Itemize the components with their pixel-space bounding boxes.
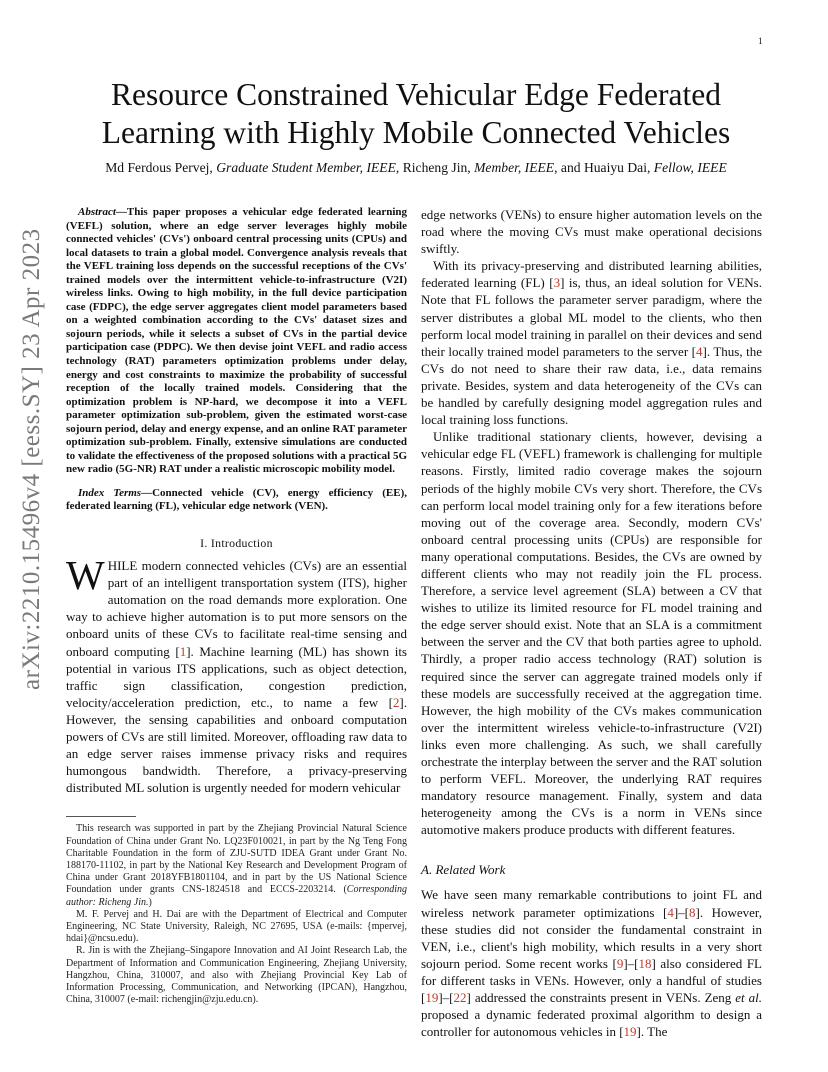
subsection-heading-related-work: A. Related Work <box>421 862 506 878</box>
footnote-divider <box>66 816 136 817</box>
footnote-affiliation-1: M. F. Pervej and H. Dai are with the Department of Electrical and Computer Engineering, NC State University, Raleigh, NC 27695, USA (e-mails: {mpervej, hdai}@ncsu.edu). <box>66 908 407 945</box>
right-paragraph-1 <box>421 257 762 428</box>
citation-link[interactable]: 2 <box>392 694 400 710</box>
abstract <box>66 206 407 477</box>
rw-et-al: et al. <box>735 990 763 1006</box>
right-paragraph-0: edge networks (VENs) to ensure higher automation levels on the road where the moving CVs must make operational decisions swiftly. <box>421 207 762 257</box>
citation-link[interactable]: 9 <box>616 955 624 971</box>
author-1-name: Md Ferdous Pervej, <box>105 160 217 175</box>
index-terms-text: —Connected vehicle (CV), energy efficiency (EE), federated learning (FL), vehicular edge network (VEN). <box>66 486 407 513</box>
citation-link[interactable]: 18 <box>638 955 652 971</box>
citation-link[interactable]: 22 <box>453 990 467 1006</box>
rw-text-g: ] addressed the constraints present in VENs. Zeng <box>466 990 736 1006</box>
index-terms-lead: Index Terms <box>78 486 142 499</box>
right-p1-text-3: ]. Thus, the CVs do not need to share their raw data, i.e., data remains private. Besides, system and data heterogeneity of the CVs can be handled by carefully designing model aggregation rules and local training loss functions. <box>421 343 763 428</box>
rw-text-i: ]. The <box>636 1024 668 1040</box>
left-column <box>66 206 407 1006</box>
citation-link[interactable]: 1 <box>179 643 187 659</box>
arxiv-stamp <box>8 228 68 690</box>
author-sep-2: , and Huaiyu Dai, <box>554 160 654 175</box>
rw-text-h: proposed a dynamic federated proximal algorithm to design a controller for autonomous vehicles in [ <box>421 1007 762 1040</box>
index-terms <box>66 487 407 514</box>
right-column <box>421 206 762 1040</box>
paper-title: Resource Constrained Vehicular Edge Federated Learning with Highly Mobile Connected Vehicles <box>101 77 731 150</box>
author-sep-1: , Richeng Jin, <box>395 160 475 175</box>
author-2-role: Member, IEEE <box>474 160 555 175</box>
citation-link[interactable]: 19 <box>425 990 439 1006</box>
footnote-corresponding: Corresponding author: Richeng Jin. <box>66 884 407 908</box>
intro-text-2: ]. Machine learning (ML) has shown its potential in various ITS applications, such as object detection, traffic sign classification, congestion prediction, velocity/acceleration prediction, etc., to name a few [ <box>66 643 407 710</box>
rw-text-b: ]–[ <box>673 904 690 920</box>
author-3-role: Fellow, IEEE <box>653 160 727 175</box>
abstract-text: —This paper proposes a vehicular edge federated learning (VEFL) solution, where an edge server leverages highly mobile connected vehicles' (CVs') onboard central processing units (CPUs) and local datasets to train a global model. Convergence analysis reveals that the VEFL training loss depends on the successful receptions of the CVs' trained models over the intermittent vehicle-to-infrastructure (V2I) wireless links. Owing to high mobility, in the full device participation case (FDPC), the edge server aggregates client model parameters based on a weighted combination according to the CVs' dataset sizes and sojourn periods, while it selects a subset of CVs in the partial device participation case (PDPC). We then devise joint VEFL and radio access technology (RAT) parameters optimization problems under delay, energy and cost constraints to maximize the probability of successful reception of the locally trained models. Considering that the optimization problem is NP-hard, we decompose it into a VEFL parameter optimization sub-problem, given the estimated worst-case sojourn period, delay and energy expense, and an online RAT parameter optimization sub-problem. Finally, extensive simulations are conducted to validate the effectiveness of the proposed solutions with a practical 5G new radio (5G-NR) RAT under a realistic microscopic mobility model. <box>66 206 407 476</box>
citation-link[interactable]: 4 <box>696 343 703 359</box>
citation-link[interactable]: 8 <box>689 904 696 920</box>
page-number: 1 <box>758 36 763 46</box>
citation-link[interactable]: 19 <box>623 1024 637 1040</box>
abstract-lead: Abstract <box>78 206 116 218</box>
author-line <box>66 160 766 176</box>
citation-link[interactable]: 4 <box>667 904 674 920</box>
footnote-affiliation-2: R. Jin is with the Zhejiang–Singapore Innovation and AI Joint Research Lab, the Department of Information and Communication Engineering, Zhejiang University, Hangzhou, China, 310007, and also with Zhejiang Provincial Key Lab of Information Processing, Communication, and Networking (IPCAN), Hangzhou, China, 310007 (e-mail: richengjin@zju.edu.cn). <box>66 945 407 1006</box>
rw-text-c: ]. However, these studies did not consider the fundamental constraint in VEN, i.e., client's high mobility, which results in a very short sojourn period. Some recent works [ <box>421 904 762 971</box>
right-p1-text-2: ] is, thus, an ideal solution for VENs. Note that FL follows the parameter server paradigm, where the server distributes a global ML model to the clients, who then perform local model training in parallel on their devices and send their locally trained model parameters to the server [ <box>421 275 762 359</box>
rw-text-f: ]–[ <box>438 990 454 1006</box>
footnote-funding-end: ) <box>148 896 152 908</box>
citation-link[interactable]: 3 <box>553 275 561 291</box>
rw-text-d: ]–[ <box>623 955 639 971</box>
intro-text-3: ]. However, the sensing capabilities and onboard computation powers of CVs are still limited. Moreover, offloading raw data to an edge server raises immense privacy risks and requires humongous bandwidth. Therefore, a privacy-preserving distributed ML solution is urgently needed for modern vehicular <box>66 694 407 796</box>
footnote-funding-text: This research was supported in part by the Zhejiang Provincial Natural Science Foundation of China under Grant No. LQ23F010021, in part by the Ng Teng Fong Charitable Foundation in the form of ZJU-SUTD IDEA Grant under Grant No. 188170-11102, in part by the National Key Research and Development Program of China under Grant 2018YFB1801104, and in part by the US National Science Foundation under grants CNS-1824518 and ECCS-2203214. ( <box>66 823 407 896</box>
section-heading-introduction: I. Introduction <box>200 536 273 551</box>
intro-text-1: HILE modern connected vehicles (CVs) are an essential part of an intelligent transportation system (ITS), higher automation on the road demands more exploration. One way to achieve higher automation is to put more sensors on the onboard units of these CVs to facilitate real-time sensing and onboard computing [ <box>66 558 407 659</box>
author-1-role: Graduate Student Member, IEEE <box>216 160 396 175</box>
right-p1-text-1: With its privacy-preserving and distributed learning abilities, federated learning (FL) [ <box>421 258 762 291</box>
intro-paragraph <box>66 552 407 796</box>
drop-cap: W <box>66 552 105 599</box>
footnote-funding <box>66 823 407 908</box>
rw-text-e: ] also considered FL for different tasks in VENs. However, only a handful of studies [ <box>421 955 762 1006</box>
related-work-paragraph <box>421 886 762 1040</box>
rw-text-a: We have seen many remarkable contributions to joint FL and wireless network parameter optimizations [ <box>421 887 762 920</box>
arxiv-stamp-text: arXiv:2210.15496v4 [eess.SY] 23 Apr 2023 <box>18 228 45 690</box>
right-paragraph-2: Unlike traditional stationary clients, however, devising a vehicular edge FL (VEFL) framework is challenging for multiple reasons. Firstly, limited radio coverage makes the sojourn periods of the highly mobile CVs very short. Therefore, the CVs can perform local model training only for a few iterations before moving out of the coverage area. Secondly, modern CVs' onboard central processing units (CPUs) are responsible for many operational computations. Besides, the CVs are owned by different clients who may not readily join the FL process. Therefore, a service level agreement (SLA) between a CV that wishes to utilize its limited resource for FL model training and the edge server should exist. Note that an SLA is a commitment between the server and the CV that both parties agree to uphold. Thirdly, a proper radio access technology (RAT) solution is required since the server can aggregate trained models only if these models are successfully received at the aggregation time. However, the high mobility of the CVs makes communication over the intermittent wireless vehicle-to-infrastructure (V2I) links even more challenging. As such, we shall carefully orchestrate the interplay between the server and the RAT solution to perform VEFL. Moreover, the underlying RAT requires mandatory resource management. Finally, system and data heterogeneity among the CVs is a norm in VENs since automotive makers produce products with different features. <box>421 429 762 838</box>
